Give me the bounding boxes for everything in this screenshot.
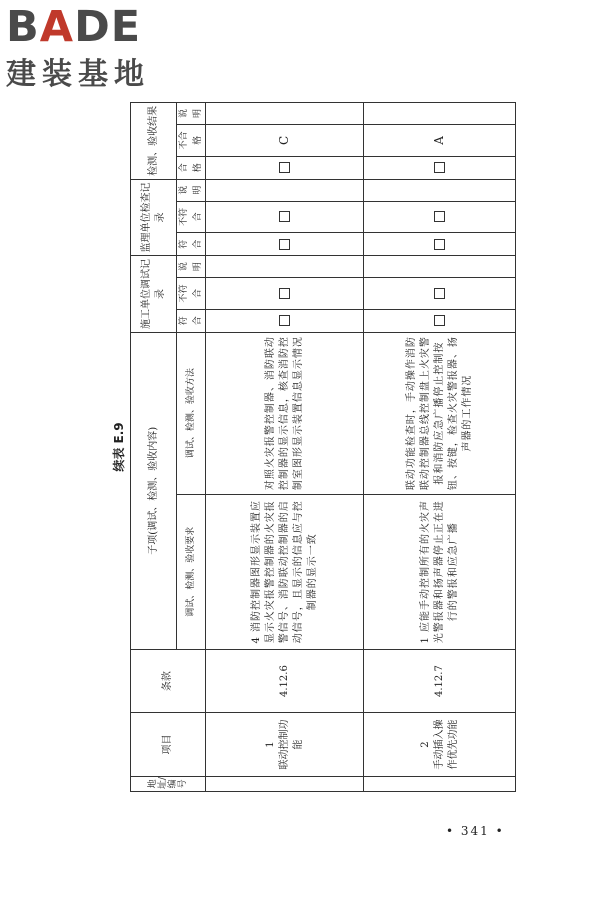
- inspection-pass-cell: [364, 156, 516, 179]
- supervision-nonconform-cell: [364, 201, 516, 233]
- header-supervision-conform: 符合: [177, 233, 206, 256]
- project-number: 2: [419, 741, 431, 748]
- method-cell: 联动功能检查时，手动操作消防联动控制器总线控制盘上火灾警报和消防应急广播停止控制按钮、按键，检查火灾警报器、扬声器的工作情况: [364, 332, 516, 494]
- header-address-no: 地址/编号: [131, 776, 206, 791]
- checkbox[interactable]: [434, 211, 445, 222]
- address-cell: [364, 776, 516, 791]
- page-number: • 341 •: [446, 824, 505, 838]
- inspection-note-cell: [206, 103, 364, 125]
- supervision-note-cell: [364, 179, 516, 201]
- checkbox[interactable]: [434, 239, 445, 250]
- method-cell: 对照火灾报警控制器、消防联动控制器的显示信息，核查消防控制室图形显示装置信息显示情况: [206, 332, 364, 494]
- header-inspection-fail: 不合格: [177, 125, 206, 157]
- construction-conform-cell: [206, 309, 364, 332]
- header-requirement: 调试、检测、验收要求: [177, 494, 206, 649]
- construction-nonconform-cell: [206, 278, 364, 310]
- logo-wordmark: BADE: [6, 2, 142, 52]
- header-inspection-note: 说明: [177, 103, 206, 125]
- header-inspection: 检测、验收结果: [131, 103, 177, 180]
- construction-nonconform-cell: [364, 278, 516, 310]
- checkbox[interactable]: [279, 162, 290, 173]
- project-number: 1: [264, 741, 276, 748]
- checkbox[interactable]: [434, 162, 445, 173]
- header-subitem: 子项(调试、检测、验收内容): [131, 332, 177, 649]
- checkbox[interactable]: [279, 239, 290, 250]
- inspection-pass-cell: [206, 156, 364, 179]
- construction-note-cell: [364, 256, 516, 278]
- project-name: 联动控制功能: [278, 719, 304, 770]
- clause-cell: 4.12.7: [364, 649, 516, 712]
- checkbox[interactable]: [279, 288, 290, 299]
- table-caption: 续表 E.9: [112, 422, 126, 472]
- supervision-note-cell: [206, 179, 364, 201]
- result-mark: C: [276, 135, 291, 145]
- header-construction-note: 说明: [177, 256, 206, 278]
- requirement-cell: 1 应能手动控制所有的火灾声光警报器和扬声器停止正在进行的警报和应急广播: [364, 494, 516, 649]
- project-cell: [206, 713, 364, 776]
- requirement-cell: 4 消防控制器图形显示装置应显示火灾报警控制器的火灾报警信号、消防联动控制器的启动信号，且显示的信息应与控制器的显示一致: [206, 494, 364, 649]
- header-inspection-pass: 合格: [177, 156, 206, 179]
- header-construction: 施工单位调试记录: [131, 256, 177, 333]
- supervision-conform-cell: [206, 233, 364, 256]
- header-row: [131, 103, 177, 792]
- clause-cell: 4.12.6: [206, 649, 364, 712]
- inspection-fail-cell: [206, 125, 364, 157]
- construction-note-cell: [206, 256, 364, 278]
- project-name: 手动插入操作优先功能: [433, 719, 459, 770]
- checkbox[interactable]: [434, 315, 445, 326]
- checkbox[interactable]: [279, 315, 290, 326]
- construction-conform-cell: [364, 309, 516, 332]
- result-mark: A: [431, 136, 446, 145]
- checkbox[interactable]: [434, 288, 445, 299]
- supervision-conform-cell: [364, 233, 516, 256]
- header-supervision: 监理单位检查记录: [131, 179, 177, 256]
- table-row: [364, 103, 516, 792]
- header-supervision-nonconform: 不符合: [177, 201, 206, 233]
- rotated-page: [108, 102, 508, 792]
- logo-chinese-text: 建装基地: [6, 57, 150, 92]
- inspection-fail-cell: [364, 125, 516, 157]
- header-supervision-note: 说明: [177, 179, 206, 201]
- header-clause: 条款: [131, 649, 206, 712]
- inspection-note-cell: [364, 103, 516, 125]
- header-construction-nonconform: 不符合: [177, 278, 206, 310]
- supervision-nonconform-cell: [206, 201, 364, 233]
- table-row: [206, 103, 364, 792]
- project-cell: [364, 713, 516, 776]
- inspection-table: [130, 102, 516, 792]
- checkbox[interactable]: [279, 211, 290, 222]
- header-project: 项目: [131, 713, 206, 776]
- address-cell: [206, 776, 364, 791]
- header-method: 调试、检测、验收方法: [177, 332, 206, 494]
- header-construction-conform: 符合: [177, 309, 206, 332]
- brand-logo: [6, 4, 176, 94]
